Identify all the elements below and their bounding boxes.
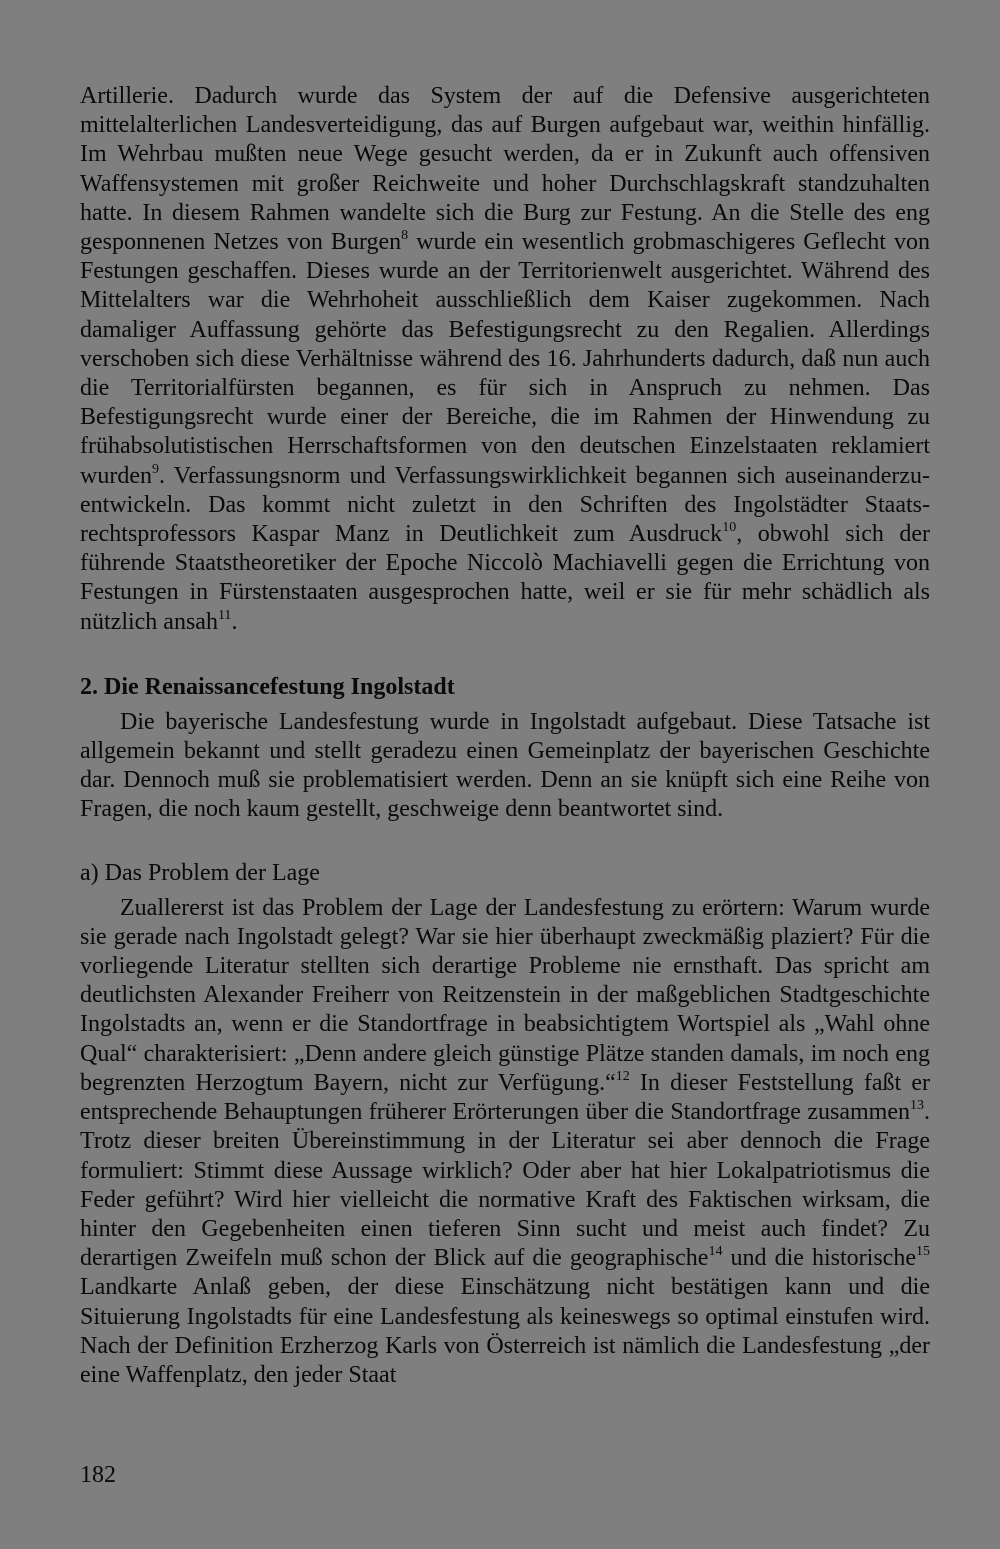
text-run: Landkarte Anlaß geben, der diese Einschätzung nicht bestätigen kann und die Situierung Ingolstadts für eine Landesfestung als keineswegs so optimal einstufen wird. Nach der Definition Erzherzog Karls von Österreich ist nämlich die Landesfestung „der eine Waffenplatz, den jeder Staat — [80, 1274, 930, 1388]
text-run: wurde ein wesentlich grobmaschigeres Geflecht von Festungen geschaffen. Dieses wurde an der Territorienwelt ausgerichtet. Während des Mittelalters war die Wehrhoheit ausschließlich dem Kaiser zugekommen. Nach damaliger Auffassung gehörte das Befestigungsrecht zu den Regalien. Allerdings verschoben sich diese Verhältnisse während des 16. Jahrhunderts dadurch, daß nun auch die Territorialfürsten begannen, es für sich in Anspruch zu nehmen. Das Befestigungsrecht wurde einer der Bereiche, die im Rahmen der Hinwendung zu frühabsolutistischen Herrschaftsformen von den deutschen Einzelstaaten reklamiert wurden — [80, 229, 930, 489]
section-heading: 2. Die Renaissancefestung Ingolstadt — [80, 673, 455, 700]
page-number: 182 — [80, 1462, 116, 1488]
text-run: , obwohl sich der führende Staatstheoretiker der Epoche Niccolò Machiavelli gegen die Errichtung von Festungen in Fürstenstaaten ausgesprochen hatte, weil er sie für mehr schädlich als nützlich ansah — [80, 521, 930, 635]
subsection-heading: a) Das Problem der Lage — [80, 859, 320, 886]
text-run: . — [231, 608, 238, 635]
footnote-ref-12[interactable]: 12 — [615, 1068, 630, 1084]
footnote-ref-15[interactable]: 15 — [916, 1244, 930, 1260]
page-text-block — [80, 82, 930, 1390]
footnote-ref-9[interactable]: 9 — [151, 461, 159, 477]
footnote-ref-8[interactable]: 8 — [401, 228, 409, 244]
text-run: . Trotz dieser breiten Übereinstimmung in der Literatur sei aber dennoch die Frage formuliert: Stimmt diese Aussage wirklich? Oder aber hat hier Lokalpatriotismus die Feder geführt? Wird hier vielleicht die normative Kraft des Faktischen wirksam, die hinter den Gegebenheiten einen tieferen Sinn sucht und meist auch findet? Zu derartigen Zweifeln muß schon der Blick auf die geographische — [80, 1099, 930, 1272]
text-run: und die historische — [722, 1245, 916, 1272]
text-run: . Verfassungsnorm und Verfassungswirklichkeit begannen sich auseinanderzuentwickeln. Das kommt nicht zuletzt in den Schriften des Ingolstädter Staatsrechtsprofessors Kaspar Manz in Deutlichkeit zum Ausdruck — [80, 462, 930, 548]
footnote-ref-11[interactable]: 11 — [217, 607, 232, 623]
text-run: Zuallererst ist das Problem der Lage der Landesfestung zu erörtern: Warum wurde sie gerade nach Ingolstadt gelegt? War sie hier überhaupt zweckmäßig plaziert? Für die vorliegende Literatur stellten sich derartige Probleme nie ernsthaft. Das spricht am deutlichsten Alexander Freiherr von Reitzenstein in der maßgeblichen Stadtgeschichte Ingolstadts an, wenn er die Standortfrage in beabsichtigtem Wortspiel als „Wahl ohne Qual“ charakterisiert: „Denn andere gleich günstige Plätze standen damals, im noch eng begrenzten Herzogtum Bayern, nicht zur Verfügung.“ — [80, 894, 930, 1096]
paragraph-problem-der-lage — [80, 894, 930, 1390]
text-run: Artillerie. Dadurch wurde das System der auf die Defensive ausgerichteten mittelalterlichen Landesverteidigung, das auf Burgen aufgebaut war, weithin hinfällig. Im Wehrbau mußten neue Wege gesucht werden, da er in Zukunft auch offensiven Waffensystemen mit großer Reichweite und hoher Durchschlagskraft standzuhalten hatte. In diesem Rahmen wandelte sich die Burg zur Festung. An die Stelle des eng gesponnenen Netzes von Burgen — [80, 83, 930, 256]
footnote-ref-10[interactable]: 10 — [722, 520, 737, 536]
footnote-ref-13[interactable]: 13 — [910, 1098, 924, 1114]
text-run: In dieser Feststellung faßt er entsprechende Behauptungen früherer Erörterungen über die Standortfrage zusammen — [80, 1069, 930, 1126]
footnote-ref-14[interactable]: 14 — [708, 1244, 723, 1260]
paragraph-landesfestung: Die bayerische Landesfestung wurde in Ingolstadt aufgebaut. Diese Tatsache ist allgemein bekannt und stellt geradezu einen Gemeinplatz der bayerischen Geschichte dar. Dennoch muß sie problematisiert werden. Denn an sie knüpft sich eine Reihe von Fragen, die noch kaum gestellt, geschweige denn beantwortet sind. — [80, 708, 930, 823]
paragraph-artillerie — [80, 82, 930, 637]
